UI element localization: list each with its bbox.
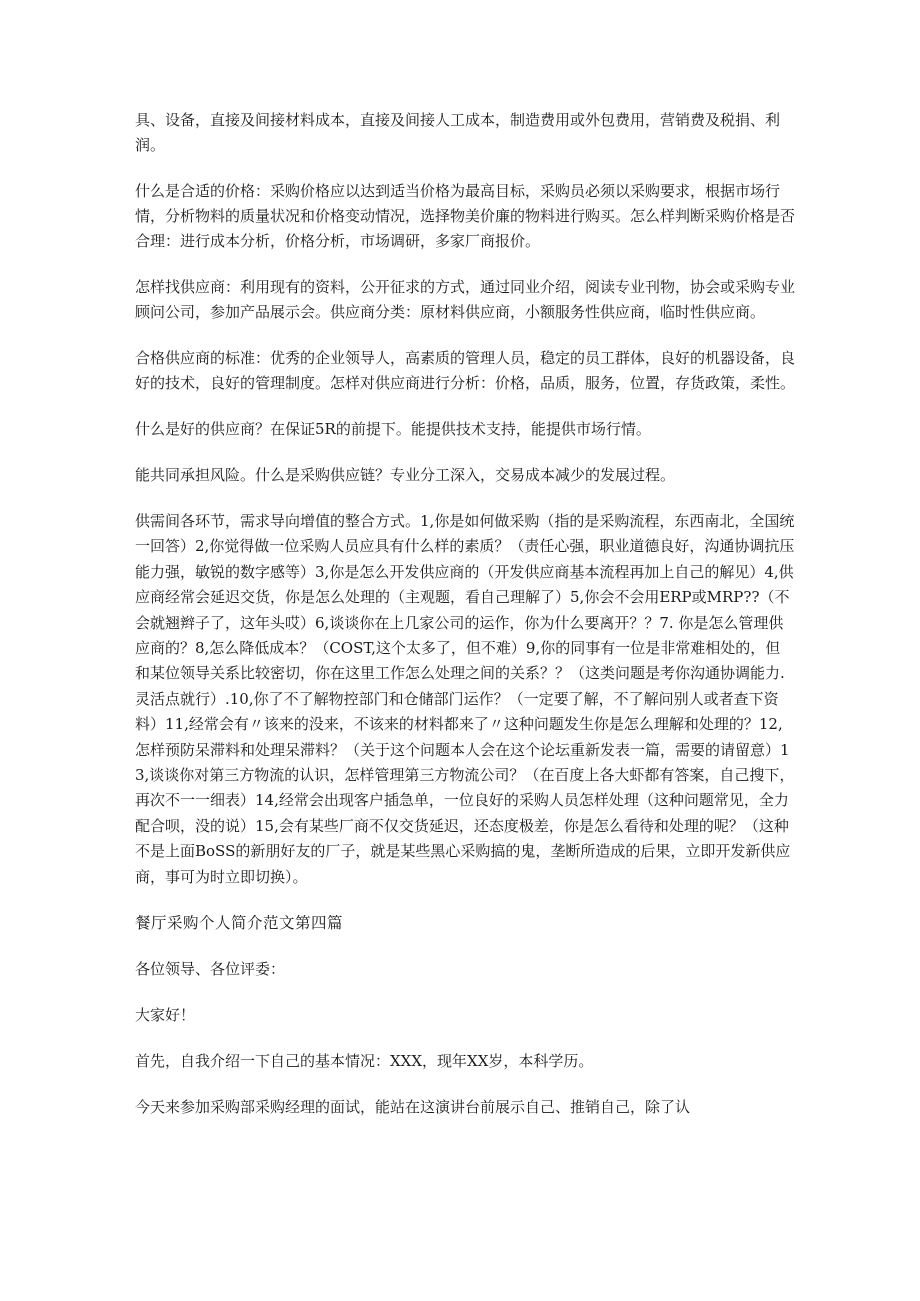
paragraph-self-intro: 首先，自我介绍一下自己的基本情况：XXX，现年XX岁，本科学历。 — [135, 1052, 594, 1071]
paragraph-cost-items: 具、设备，直接及间接材料成本，直接及间接人工成本，制造费用或外包费用，营销费及税捐、利润。 — [135, 111, 781, 154]
paragraph-find-suppliers: 怎样找供应商：利用现有的资料，公开征求的方式，通过同业介绍，阅读专业刊物，协会或采购专业顾问公司，参加产品展示会。供应商分类：原材料供应商，小额服务性供应商，临时性供应商。 — [135, 278, 796, 321]
paragraph-appropriate-price: 什么是合适的价格：采购价格应以达到适当价格为最高目标，采购员必须以采购要求，根据市场行情，分析物料的质量状况和价格变动情况，选择物美价廉的物料进行购买。怎么样判断采购价格是否合理：进行成本分析，价格分析，市场调研，多家厂商报价。 — [135, 182, 796, 250]
paragraph-qualified-supplier: 合格供应商的标准：优秀的企业领导人，高素质的管理人员，稳定的员工群体，良好的机器设备，良好的技术，良好的管理制度。怎样对供应商进行分析：价格，品质，服务，位置，存货政策，柔性。 — [135, 349, 796, 392]
paragraph-good-supplier: 什么是好的供应商？在保证5R的前提下。能提供技术支持，能提供市场行情。 — [135, 420, 651, 438]
paragraph-supply-chain: 能共同承担风险。什么是采购供应链？专业分工深入，交易成本减少的发展过程。 — [135, 466, 676, 484]
document-body — [135, 108, 795, 1141]
paragraph-interview-intro: 今天来参加采购部采购经理的面试，能站在这演讲台前展示自己、推销自己，除了认 — [135, 1098, 691, 1117]
paragraph-interview-questions: 供需间各环节，需求导向增值的整合方式。1,你是如何做采购（指的是采购流程，东西南北，全国统一回答）2,你觉得做一位采购人员应具有什么样的素质？（责任心强，职业道德良好，沟通协调抗压能力强，敏锐的数字感等）3,你是怎么开发供应商的（开发供应商基本流程再加上自己的解见）4,供应商经常会延迟交货，你是怎么处理的（主观题，看自己理解了）5,你会不会用ERP或MRP??（不会就翘辫子了，这年头哎）6,谈谈你在上几家公司的运作，你为什么要离开？？7. 你是怎么管理供应商的？8,怎么降低成本？（COST,这个太多了，但不难）9,你的同事有一位是非常难相处的，但和某位领导关系比较密切，你在这里工作怎么处理之间的关系？？（这类问题是考你沟通协调能力. 灵活点就行）.10,你了不了解物控部门和仓储部门运作？（一定要了解，不了解问别人或者查下资料）11,经常会有〃该来的没来，不该来的材料都来了〃这种问题发生你是怎么理解和处理的？12,怎样预防呆滞料和处理呆滞料？（关于这个问题本人会在这个论坛重新发表一篇，需要的请留意）13,谈谈你对第三方物流的认识，怎样管理第三方物流公司？（在百度上各大虾都有答案，自己搜下，再次不一一细表）14,经常会出现客户插急单，一位良好的采购人员怎样处理（这种问题常见，全力配合呗，没的说）15,会有某些厂商不仅交货延迟，还态度极差，你是怎么看待和处理的呢？（这种不是上面BoSS的新朋好友的厂子，就是某些黑心采购搞的鬼，垄断所造成的后果，立即开发新供应商，事可为时立即切换）。 — [135, 512, 795, 886]
paragraph-greeting: 大家好！ — [135, 1006, 196, 1025]
section-heading: 餐厅采购个人简介范文第四篇 — [135, 914, 344, 933]
paragraph-salutation: 各位领导、各位评委： — [135, 960, 286, 979]
